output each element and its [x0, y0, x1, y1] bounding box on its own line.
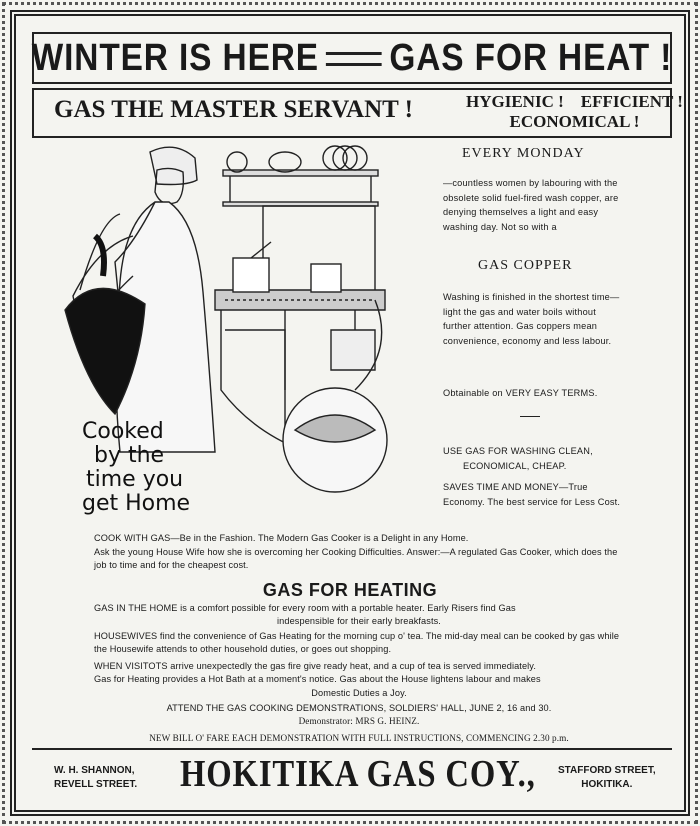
- slogan-line4: get Home: [82, 491, 191, 516]
- bill-of-fare-text: NEW BILL O' FARE EACH DEMONSTRATION WITH FULL INSTRUCTIONS, COMMENCING 2.30 p.m.: [149, 733, 569, 743]
- cook-with-gas-text: COOK WITH GAS—Be in the Fashion. The Modern Gas Cooker is a Delight in any Home.: [94, 533, 469, 543]
- visitors-text: [94, 660, 624, 700]
- subhead-main: GAS THE MASTER SERVANT !: [54, 96, 413, 123]
- footer-right-line2: HOKITIKA.: [581, 779, 633, 790]
- every-monday-heading: EVERY MONDAY: [462, 146, 585, 161]
- gas-in-home-line2: indespensible for their early breakfasts.: [277, 616, 441, 627]
- subhead-aside-line1: HYGIENIC ! EFFICIENT !: [466, 92, 683, 111]
- slogan-line3: time you: [86, 467, 184, 492]
- footer-left-line2: REVELL STREET.: [54, 779, 138, 790]
- footer-right: [558, 764, 656, 792]
- saves-time-text: SAVES TIME AND MONEY—True Economy. The best service for Less Cost.: [443, 482, 621, 507]
- demonstration-line1: ATTEND THE GAS COOKING DEMONSTRATIONS, SOLDIERS' HALL, JUNE 2, 16 and 30.: [166, 703, 552, 713]
- headline-banner: [32, 32, 672, 84]
- footer-right-line1: STAFFORD STREET,: [558, 765, 656, 776]
- washing-text: [443, 444, 623, 473]
- housewife-text: Ask the young House Wife how she is overcoming her Cooking Difficulties. Answer:—A regulated Gas Cooker, which does the job to time and for the cheapest cost.: [94, 547, 618, 571]
- footer-left: [54, 764, 137, 792]
- footer-left-line1: W. H. SHANNON,: [54, 765, 135, 776]
- footer-rule: [32, 748, 672, 750]
- gas-in-home-text: [94, 602, 624, 629]
- divider: [520, 416, 540, 417]
- housewives-text: HOUSEWIVES find the convenience of Gas Heating for the morning cup o' tea. The mid-day meal can be cooked by gas while the Housewife attends to other household duties, or goes out shopping.: [94, 631, 620, 655]
- subhead-aside: [466, 92, 683, 132]
- headline-right: GAS FOR HEAT !: [389, 36, 673, 79]
- visitors-line3: Domestic Duties a Joy.: [311, 687, 407, 698]
- subhead-aside-line2: ECONOMICAL !: [509, 112, 640, 131]
- gas-in-home-line1: GAS IN THE HOME is a comfort possible for every room with a portable heater. Early Risers find Gas: [94, 603, 516, 613]
- visitors-line2: Gas for Heating provides a Hot Bath at a moment's notice. Gas about the House lightens labour and makes: [94, 674, 541, 685]
- company-name: HOKITIKA GAS COY.,: [180, 753, 536, 795]
- every-monday-text: —countless women by labouring with the obsolete solid fuel-fired wash copper, are denying themselves a light and easy washing day. Not so with a: [443, 178, 619, 232]
- headline-left: WINTER IS HERE: [31, 36, 319, 79]
- gas-copper-text: Washing is finished in the shortest time—light the gas and water boils without further attention. Gas coppers mean convenience, economy and less labour.: [443, 292, 620, 346]
- washing-line2: ECONOMICAL, CHEAP.: [463, 460, 567, 471]
- gas-for-heating-heading: GAS FOR HEATING: [262, 580, 438, 600]
- subhead-banner: [32, 88, 683, 138]
- headline-rule: [326, 52, 382, 66]
- easy-terms-text: Obtainable on VERY EASY TERMS.: [443, 388, 598, 398]
- demonstration-text: [94, 702, 624, 729]
- slogan-line2: by the: [94, 443, 165, 468]
- washing-line1: USE GAS FOR WASHING CLEAN,: [443, 446, 593, 456]
- slogan: [82, 420, 190, 516]
- slogan-line1: Cooked: [82, 419, 164, 444]
- gas-copper-heading: GAS COPPER: [478, 258, 573, 273]
- visitors-line1: WHEN VISITOTS arrive unexpectedly the gas fire give ready heat, and a cup of tea is served immediately.: [94, 661, 536, 671]
- demonstration-line2: Demonstrator: MRS G. HEINZ.: [298, 716, 420, 727]
- headline: [32, 37, 673, 80]
